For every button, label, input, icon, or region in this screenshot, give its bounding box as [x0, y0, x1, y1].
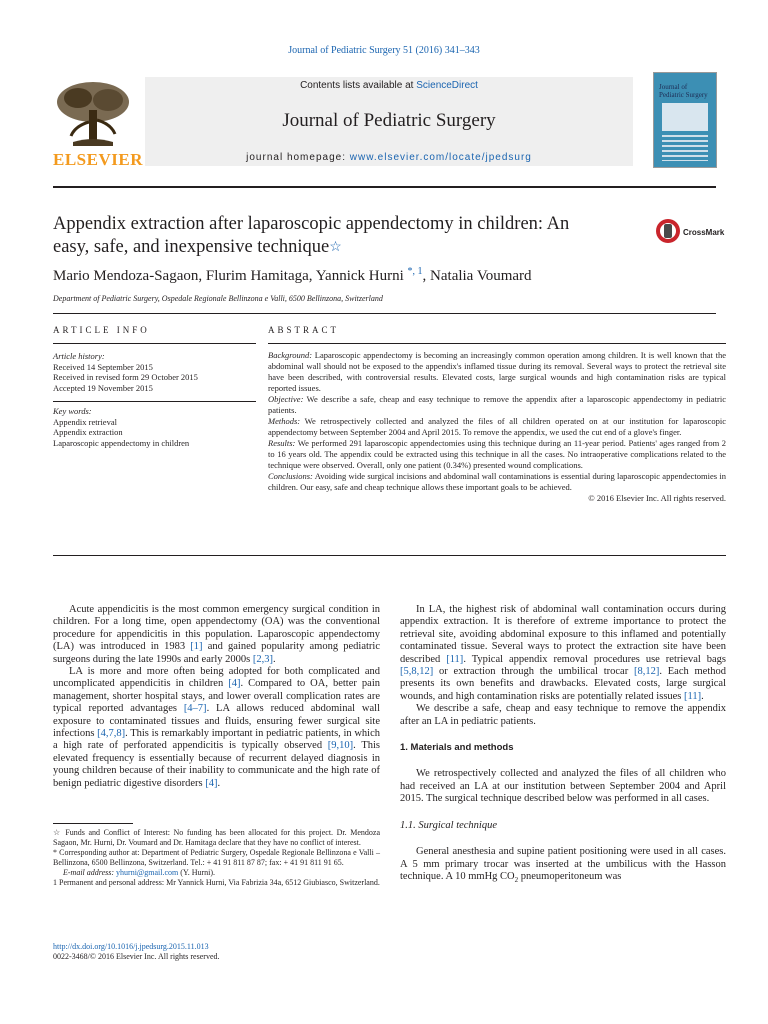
article-title-line1: Appendix extraction after laparoscopic appendectomy in children: An [53, 214, 570, 234]
technique-paragraph [400, 846, 726, 886]
keyword-item: Laparoscopic appendectomy in children [53, 437, 190, 448]
article-title [53, 213, 638, 259]
doi-link[interactable]: http://dx.doi.org/10.1016/j.jpedsurg.2015.11.013 [53, 942, 209, 951]
abstract-objective-label: Objective: [268, 394, 304, 404]
text: Acute appendicitis is the most common emergency surgical condition in children. For a long time, open appendectomy (OA) was the conventional procedure for appendicitis in this population. Laparoscopic appendectomy (LA) was introduced in 1983 [53, 604, 380, 653]
contents-line [145, 80, 633, 91]
citation-link[interactable]: [4] [205, 777, 218, 789]
sciencedirect-link[interactable]: ScienceDirect [416, 80, 478, 91]
abstract-results [268, 438, 726, 471]
journal-cover-thumbnail [653, 72, 717, 168]
abstract-methods-label: Methods: [268, 416, 301, 426]
text: . Each method presents its own benefits and drawbacks. Elevated costs, large surgical wounds, and high contamination risks are potentially related issues [400, 666, 726, 702]
email-label: E-mail address: [63, 868, 117, 877]
abstract-background-label: Background: [268, 350, 313, 360]
text: . Compared to OA, better pain management, shorter hospital stays, and lower overall complication rates are typical reported advantages [53, 678, 380, 715]
keywords-label: Key words: [53, 406, 92, 416]
journal-homepage [145, 152, 633, 163]
abstract-rule [268, 343, 726, 344]
abstract-conclusions-text: Avoiding wide surgical incisions and abdominal wall contaminations is essential during laparoscopic appendectomies in children. Our easy, safe and cheap technique allows these important goals to be achieved. [268, 471, 726, 492]
history-accepted: Accepted 19 November 2015 [53, 382, 153, 393]
citation-link[interactable]: [4] [228, 678, 241, 690]
authors-main: Mario Mendoza-Sagaon, Flurim Hamitaga, Yannick Hurni [53, 268, 408, 284]
affiliation-rule [53, 313, 716, 314]
intro-paragraph-3 [400, 604, 726, 703]
article-info-heading: ARTICLE INFO [53, 325, 150, 335]
history-label: Article history: [53, 351, 105, 361]
keyword-item: Appendix retrieval [53, 416, 117, 427]
keyword-item: Appendix extraction [53, 427, 123, 437]
cover-image [662, 103, 708, 131]
text: pneumoperitoneum was [518, 870, 622, 882]
abstract-methods [268, 416, 726, 438]
copyright: © 2016 Elsevier Inc. All rights reserved. [588, 493, 726, 503]
article-history [53, 351, 256, 393]
abstract-conclusions-label: Conclusions: [268, 471, 313, 481]
text: . [217, 777, 221, 789]
corresponding-footnote: * Corresponding author at: Department of Pediatric Surgery, Ospedale Regionale Bellinzona e Valli – Bellinzona, 6500 Bellinzona, Switzerland. Tel.: + 41 91 811 87 87; fax: + 41 91 811 91 65. [53, 848, 380, 867]
abstract-body [268, 350, 726, 504]
email-tail: (Y. Hurni). [178, 868, 216, 877]
cover-title-line1: Journal of [659, 83, 688, 91]
citation-link[interactable]: [1] [190, 641, 203, 653]
permanent-address-footnote: 1 Permanent and personal address: Mr Yannick Hurni, Via Fabrizia 34a, 6512 Giubiasco, Switzerland. [53, 878, 380, 887]
doi-block [53, 942, 380, 962]
abstract-conclusions [268, 471, 726, 493]
text: LA is more and more often being adopted for both complicated and uncomplicated appendicitis in children [53, 666, 380, 690]
citation-link[interactable]: [11] [446, 653, 464, 665]
author-list [53, 266, 532, 285]
citation-link[interactable]: [5,8,12] [400, 666, 434, 678]
methods-paragraph: We retrospectively collected and analyzed the files of all children who had received an LA at our institution between September 2004 and April 2015. The surgical technique described below was performed in all cases. [400, 768, 726, 805]
cover-title-line2: Pediatric Surgery [659, 91, 708, 99]
history-received: Received 14 September 2015 [53, 361, 153, 372]
email-footnote [53, 868, 380, 878]
abstract-objective-text: We describe a safe, cheap and easy technique to remove the appendix after a laparoscopic appendectomy in pediatric patients. [268, 394, 726, 415]
abstract-background [268, 350, 726, 394]
abstract-results-text: We performed 291 laparoscopic appendectomies using this technique during an 11-year period. Patients' ages ranged from 2 to 16 years old. The appendix could be extracted using this technique in all the cases. No intraoperative complications related to the technique were observed. Overall, only one patient (0.34%) presented wound complications. [268, 438, 726, 470]
cover-text-lines [662, 135, 708, 161]
citation-link[interactable]: [2,3] [252, 653, 273, 665]
intro-paragraph-4: We describe a safe, cheap and easy technique to remove the appendix after an LA in pediatric patients. [400, 703, 726, 727]
homepage-prefix: journal homepage: [246, 152, 350, 163]
subscript: 2 [514, 876, 519, 884]
text: In LA, the highest risk of abdominal wall contamination occurs during appendix extraction. It is therefore of extreme importance to protect the retrieval site, avoiding abdominal exposure to this inflamed and potentially contaminated tissue. Several ways to protect the extraction site have been described [400, 604, 726, 665]
affiliation: Department of Pediatric Surgery, Ospedale Regionale Bellinzona e Valli, 6500 Bellinzona, Switzerland [53, 294, 383, 303]
crossmark-icon[interactable] [655, 218, 681, 249]
homepage-link[interactable]: www.elsevier.com/locate/jpedsurg [349, 152, 532, 163]
publisher-wordmark: ELSEVIER [53, 150, 143, 169]
citation-link[interactable]: [8,12] [633, 666, 660, 678]
text: or extraction through the umbilical trocar [433, 666, 634, 678]
text: and gained popularity among pediatric surgeons during the late 1990s and early 2000s [53, 641, 380, 665]
journal-title: Journal of Pediatric Surgery [282, 110, 496, 131]
text: . [272, 653, 276, 665]
body-right-column [400, 604, 726, 886]
article-title-line2: easy, safe, and inexpensive technique [53, 237, 330, 257]
footnotes [53, 828, 380, 888]
intro-paragraph-1 [53, 604, 380, 666]
elsevier-tree-logo [53, 80, 133, 150]
article-info-rule [53, 343, 256, 344]
keywords [53, 406, 256, 448]
abstract-objective [268, 394, 726, 416]
intro-paragraph-2 [53, 666, 380, 790]
abstract-bottom-rule [53, 555, 726, 556]
text: . LA allows reduced abdominal wall exposure to contaminated tissues and fluids, ensuring fewer surgical site infections [53, 703, 380, 740]
text: . This elevated frequency is essentially because of recurrent delayed diagnosis in young children because of their inability to communicate and the high rate of benign pediatric digestive disorders [53, 740, 380, 789]
citation-link[interactable]: [9,10] [327, 740, 354, 752]
email-link[interactable]: yhurni@gmail.com [116, 868, 179, 877]
section-heading-materials: 1. Materials and methods [400, 742, 514, 754]
title-footnote-star[interactable]: ☆ [329, 240, 342, 255]
citation-link[interactable]: [4,7,8] [97, 728, 126, 740]
issn-line: 0022-3468/© 2016 Elsevier Inc. All rights reserved. [53, 952, 220, 961]
text: . This is remarkably important in pediatric patients, in which a high rate of perforated appendicitis is typically observed [53, 728, 381, 752]
footnote-rule [53, 823, 133, 824]
keywords-rule [53, 401, 256, 402]
text: General anesthesia and supine patient positioning were used in all cases. A 5 mm primary trocar was inserted at the umbilicus with the Hasson technique. A 10 mmHg CO [400, 846, 726, 882]
citation-link[interactable]: [4–7] [183, 703, 207, 715]
text: . Typical appendix removal procedures use retrieval bags [463, 653, 726, 665]
author-footnote-mark[interactable]: *, 1 [407, 266, 423, 277]
contents-prefix: Contents lists available at [300, 80, 417, 91]
abstract-results-label: Results: [268, 438, 296, 448]
funding-footnote: ☆ Funds and Conflict of Interest: No funding has been allocated for this project. Dr. Mendoza Sagaon, Mr. Hurni, Dr. Voumard and Dr. Hamitaga declare that they have no conflict of interest. [53, 828, 380, 847]
subsection-heading-technique: 1.1. Surgical technique [400, 819, 498, 831]
running-header[interactable]: Journal of Pediatric Surgery 51 (2016) 341–343 [288, 45, 480, 56]
crossmark-label[interactable]: CrossMark [683, 228, 725, 237]
body-left-column [53, 604, 380, 790]
abstract-heading: ABSTRACT [268, 325, 340, 335]
history-revised: Received in revised form 29 October 2015 [53, 372, 198, 382]
text: . [701, 690, 704, 702]
authors-tail: , Natalia Voumard [422, 268, 532, 284]
abstract-background-text: Laparoscopic appendectomy is becoming an increasingly common operation among children. It is well known that the abdominal wall should not be exposed to the appendix's inflamed tissue during its removal. Several ways to protect the retrieval site have been described, with controversial results. Elevated costs, large surgical wounds and high contamination risks are typical reported issues. [268, 350, 726, 393]
masthead-rule [53, 186, 716, 188]
cover-title [659, 83, 713, 99]
abstract-methods-text: We retrospectively collected and analyzed the files of all children operated on at our institution for laparoscopic appendectomy between September 2004 and April 2015. To remove the appendix, we used the cut end of a glove's finger. [268, 416, 726, 437]
citation-link[interactable]: [11] [684, 690, 702, 702]
